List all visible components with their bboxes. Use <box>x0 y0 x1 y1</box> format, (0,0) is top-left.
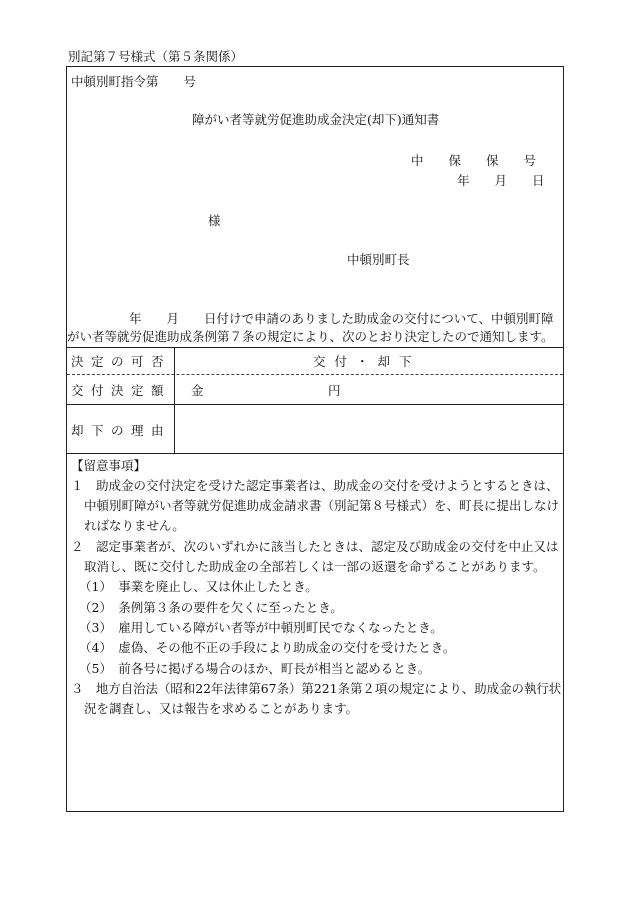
reference-number: 中 保 保 号 <box>411 153 537 168</box>
body-line-1: 年 月 日付けで申請のありました助成金の交付について、中頓別町障 <box>129 311 554 326</box>
label-column-divider <box>174 347 175 453</box>
recipient-suffix: 様 <box>208 213 221 228</box>
issue-date: 年 月 日 <box>457 173 545 188</box>
document-number: 中頓別町指令第 号 <box>71 74 197 89</box>
body-line-2: がい者等就労促進助成条例第７条の規定により、次のとおり決定したので通知します。 <box>67 329 554 344</box>
row-label-rejection-reason: 却下の理由 <box>71 423 172 438</box>
row-divider <box>67 404 563 405</box>
amount-prefix: 金 <box>191 383 204 398</box>
note-1-line-3: ればなりません。 <box>84 518 185 533</box>
note-3-line-1: ３ 地方自治法（昭和22年法律第67条）第221条第２項の規定により、助成金の執行状 <box>71 681 562 696</box>
issuer-name: 中頓別町長 <box>347 252 410 267</box>
row-value-decision: 交付・却下 <box>313 354 421 369</box>
note-2-sub-2: （2） 条例第３条の要件を欠くに至ったとき。 <box>79 600 343 615</box>
note-1-line-2: 中頓別町障がい者等就労促進助成金請求書（別記第８号様式）を、町長に提出しなけ <box>84 498 560 513</box>
form-heading: 別記第７号様式（第５条関係） <box>68 49 244 64</box>
note-2-sub-1: （1） 事業を廃止し、又は休止したとき。 <box>79 579 318 594</box>
row-label-amount: 交付決定額 <box>71 383 172 398</box>
table-top-line <box>67 347 563 348</box>
notes-header: 【留意事項】 <box>71 458 147 473</box>
amount-unit: 円 <box>328 383 341 398</box>
table-bottom-line <box>67 453 563 454</box>
note-2-sub-5: （5） 前各号に掲げる場合のほか、町長が相当と認めるとき。 <box>79 661 431 676</box>
note-2-sub-4: （4） 虚偽、その他不正の手段により助成金の交付を受けたとき。 <box>79 640 456 655</box>
note-2-sub-3: （3） 雇用している障がい者等が中頓別町民でなくなったとき。 <box>79 620 443 635</box>
row-divider-dashed <box>67 374 563 375</box>
note-1-line-1: １ 助成金の交付決定を受けた認定事業者は、助成金の交付を受けようとするときは、 <box>71 478 559 493</box>
notice-frame <box>66 66 564 812</box>
note-3-line-2: 況を調査し、又は報告を求めることがあります。 <box>84 701 359 716</box>
document-title: 障がい者等就労促進助成金決定(却下)通知書 <box>192 112 440 127</box>
row-label-decision: 決定の可否 <box>71 354 172 369</box>
note-2-line-1: ２ 認定事業者が、次のいずれかに該当したときは、認定及び助成金の交付を中止又は <box>71 539 559 554</box>
note-2-line-2: 取消し、既に交付した助成金の全部若しくは一部の返還を命ずることがあります。 <box>84 559 546 574</box>
